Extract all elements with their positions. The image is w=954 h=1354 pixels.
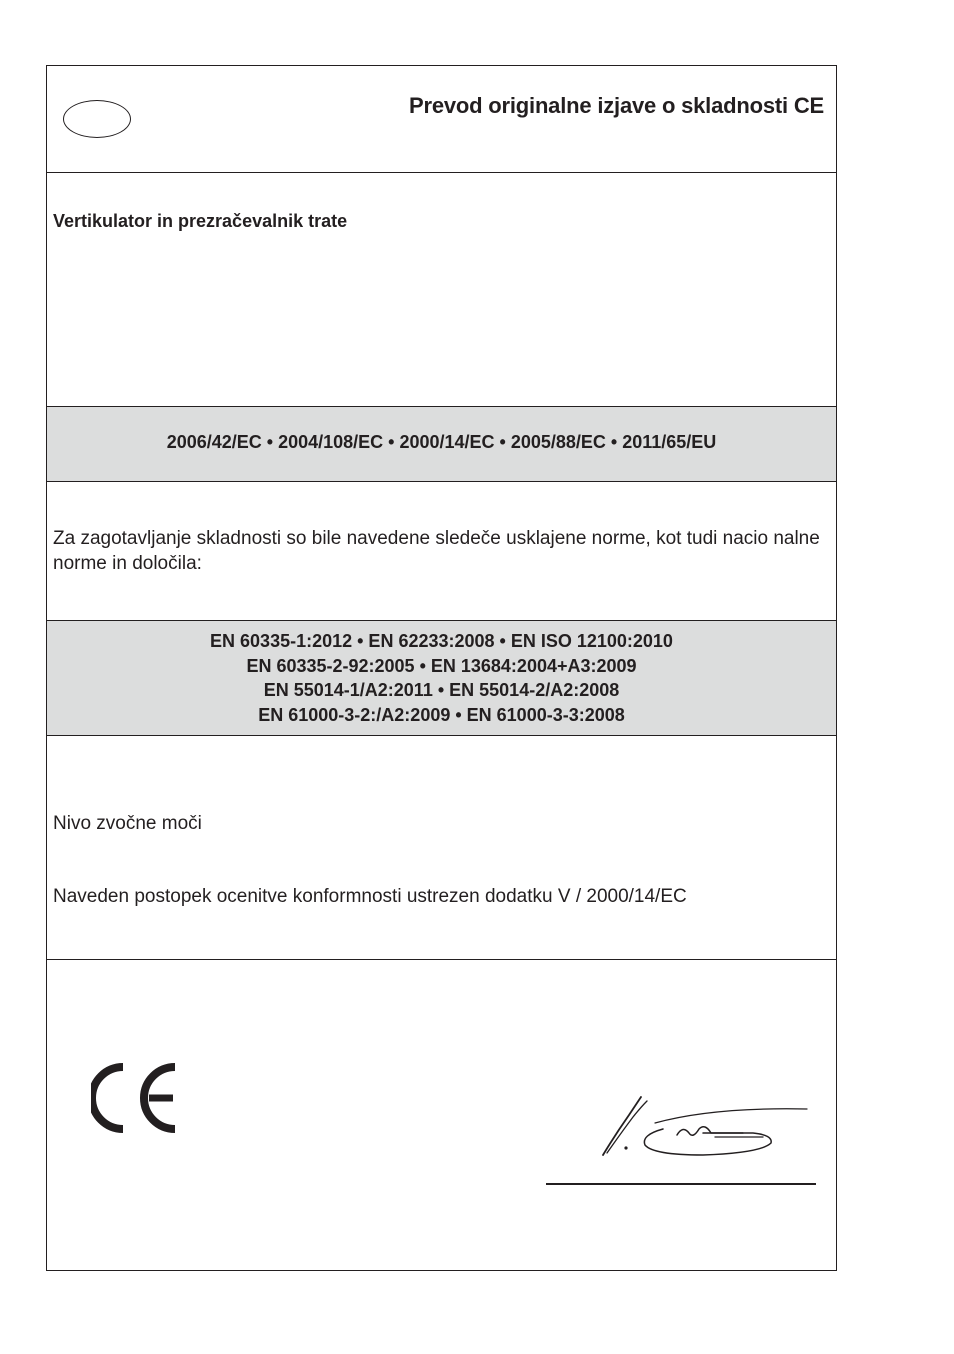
product-section — [47, 172, 836, 407]
directives-section — [47, 406, 836, 482]
product-name: Vertikulator in prezračevalnik trate — [53, 211, 348, 231]
standards-line: EN 61000-3-2:/A2:2009 • EN 61000-3-3:2008 — [258, 704, 625, 725]
footer-section — [47, 959, 836, 1270]
signature-line — [546, 1183, 816, 1185]
conformity-section — [47, 481, 836, 621]
conformity-paragraph: Za zagotavljanje skladnosti so bile navedene sledeče usklajene norme, kot tudi nacio nalne norme in določila: — [53, 528, 820, 574]
standards-line: EN 60335-2-92:2005 • EN 13684:2004+A3:2009 — [246, 655, 637, 676]
signature-icon — [593, 1093, 813, 1163]
country-code-oval — [63, 100, 131, 138]
directives-list: 2006/42/EC • 2004/108/EC • 2000/14/EC • 2005/88/EC • 2011/65/EU — [166, 432, 717, 452]
ce-mark-icon — [91, 1063, 177, 1133]
page-title: Prevod originalne izjave o skladnosti CE — [408, 93, 824, 118]
standards-line: EN 55014-1/A2:2011 • EN 55014-2/A2:2008 — [263, 680, 620, 700]
standards-section — [47, 620, 836, 736]
sound-power-label: Nivo zvočne moči — [53, 813, 202, 834]
noise-section — [47, 735, 836, 960]
declaration-frame — [46, 65, 837, 1271]
header-section — [47, 66, 836, 173]
standards-line: EN 60335-1:2012 • EN 62233:2008 • EN ISO 12100:2010 — [210, 631, 673, 651]
standards-list — [47, 629, 836, 727]
conformity-procedure: Naveden postopek ocenitve konformnosti ustrezen dodatku V / 2000/14/EC — [53, 886, 687, 907]
